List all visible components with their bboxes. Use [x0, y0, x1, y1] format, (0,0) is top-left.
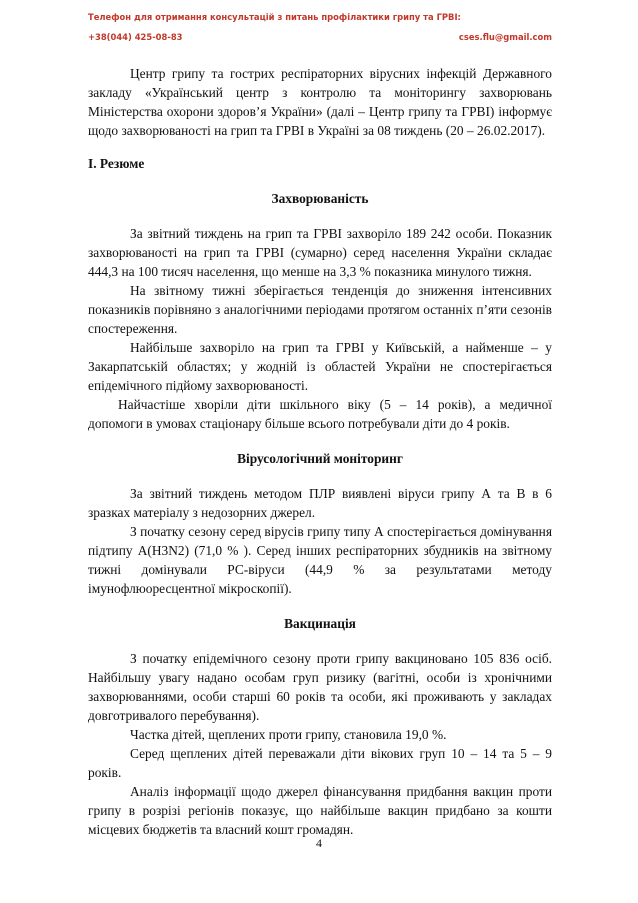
email-address: cses.flu@gmail.com	[458, 32, 552, 42]
morbidity-paragraph: Найчастіше хворіли діти шкільного віку (5 – 14 років), а медичної допомоги в умовах стаціонару більше всього потребували діти до 4 років.	[88, 397, 552, 431]
phone-number: +38(044) 425-08-83	[88, 32, 183, 42]
vaccination-paragraph: З початку епідемічного сезону проти грипу вакциновано 105 836 осіб. Найбільшу увагу надано особам груп ризику (вагітні, особи із хронічними захворюваннями, особи старші 60 років та особи, які проживають у закладах довготривалого перебування).	[88, 651, 552, 723]
virology-paragraph: За звітний тиждень методом ПЛР виявлені віруси грипу А та В в 6 зразках матеріалу з недозорних джерел.	[88, 486, 552, 520]
vaccination-paragraph: Серед щеплених дітей переважали діти вікових груп 10 – 14 та 5 – 9 років.	[88, 746, 552, 780]
page-number: 4	[316, 836, 322, 850]
intro-paragraph: Центр грипу та гострих респіраторних вірусних інфекцій Державного закладу «Український центр з контролю та моніторингу захворювань Міністерства охорони здоров’я України» (далі – Центр грипу та ГРВІ) інформує щодо захворюваності на грип та ГРВІ в Україні за 08 тиждень (20 – 26.02.2017).	[88, 66, 552, 138]
heading-vaccination: Вакцинація	[284, 616, 356, 631]
morbidity-paragraph: Найбільше захворіло на грип та ГРВІ у Київській, а найменше – у Закарпатській областях; у жодній із областей України не спостерігається епідемічного підйому захворюваності.	[88, 340, 552, 393]
vaccination-paragraph: Аналіз інформації щодо джерел фінансування придбання вакцин проти грипу в розрізі регіонів показує, що найбільше вакцин придбано за кошти місцевих бюджетів та власний кошт громадян.	[88, 784, 552, 837]
morbidity-paragraph: За звітний тиждень на грип та ГРВІ захворіло 189 242 особи. Показник захворюваності на грип та ГРВІ (сумарно) серед населення України складає 444,3 на 100 тисяч населення, що менше на 3,3 % показника минулого тижня.	[88, 226, 552, 279]
heading-morbidity: Захворюваність	[271, 191, 369, 206]
heading-virology: Вірусологічний моніторинг	[237, 451, 403, 466]
page-header	[88, 6, 552, 50]
consultation-phone-caption: Телефон для отримання консультацій з питань профілактики грипу та ГРВІ:	[88, 12, 461, 22]
vaccination-paragraph: Частка дітей, щеплених проти грипу, становила 19,0 %.	[130, 727, 447, 742]
morbidity-paragraph: На звітному тижні зберігається тенденція до зниження інтенсивних показників порівняно з аналогічними періодами протягом останніх п’яти сезонів спостереження.	[88, 283, 552, 336]
section-title-summary: І. Резюме	[88, 156, 145, 171]
virology-paragraph: З початку сезону серед вірусів грипу типу А спостерігається домінування підтипу А(Н3N2) (71,0 % ). Серед інших респіраторних збудників на звітному тижні домінували РС-віруси (44,9 % за результатами методу імунофлюоресцентної мікроскопії).	[88, 524, 552, 596]
document-body	[88, 64, 552, 839]
